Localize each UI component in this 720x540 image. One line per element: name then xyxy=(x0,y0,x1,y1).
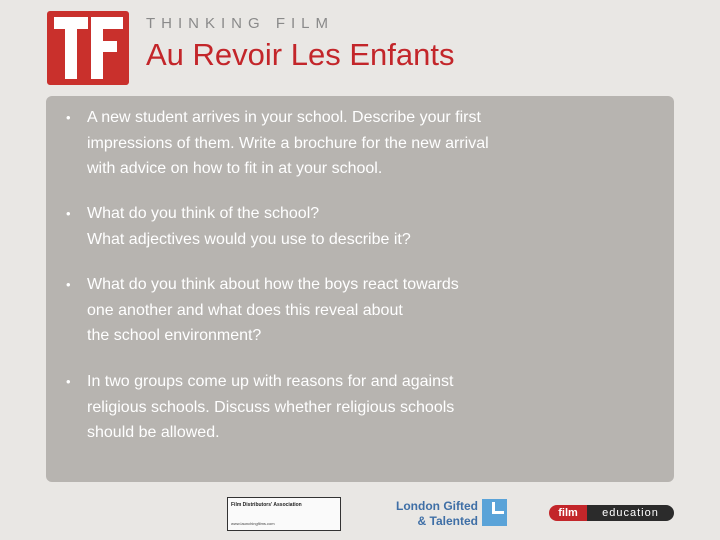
bullet-text: A new student arrives in your school. Describe your first impressions of them. Write a brochure for the new arrival with advice on how to fit in at your school. xyxy=(87,109,489,177)
tf-logo-mark xyxy=(47,11,129,85)
bullet-dot: • xyxy=(66,206,71,221)
bullet-dot: • xyxy=(66,277,71,292)
brand-name: THINKING FILM xyxy=(146,15,335,32)
lgt-line-2: & Talented xyxy=(417,514,478,528)
bullet-dot: • xyxy=(66,110,71,125)
london-gifted-talented-logo xyxy=(386,499,510,529)
fda-logo xyxy=(227,497,341,531)
bullet-item xyxy=(66,369,654,446)
bullet-item xyxy=(66,201,654,252)
page-title: Au Revoir Les Enfants xyxy=(146,37,455,72)
footer-logos xyxy=(0,488,720,540)
bullet-item xyxy=(66,105,654,182)
fe-logo-education: education xyxy=(587,505,674,521)
fda-logo-name: Film Distributors' Association xyxy=(231,502,302,508)
lgt-logo-mark xyxy=(482,499,507,526)
bullet-text: What do you think of the school? What adjectives would you use to describe it? xyxy=(87,205,411,248)
content-panel xyxy=(46,96,674,482)
film-education-logo xyxy=(549,505,674,521)
fda-logo-url: www.launchingfilms.com xyxy=(231,521,275,526)
thinking-film-logo xyxy=(47,11,129,85)
bullet-text: In two groups come up with reasons for and against religious schools. Discuss whether religious schools should be allowed. xyxy=(87,373,455,441)
lgt-line-1: London Gifted xyxy=(396,499,478,513)
fe-logo-film: film xyxy=(549,505,587,521)
bullet-text: What do you think about how the boys react towards one another and what does this reveal about the school environment? xyxy=(87,276,459,344)
bullet-dot: • xyxy=(66,374,71,389)
bullet-item xyxy=(66,272,654,349)
lgt-logo-text xyxy=(386,499,478,529)
